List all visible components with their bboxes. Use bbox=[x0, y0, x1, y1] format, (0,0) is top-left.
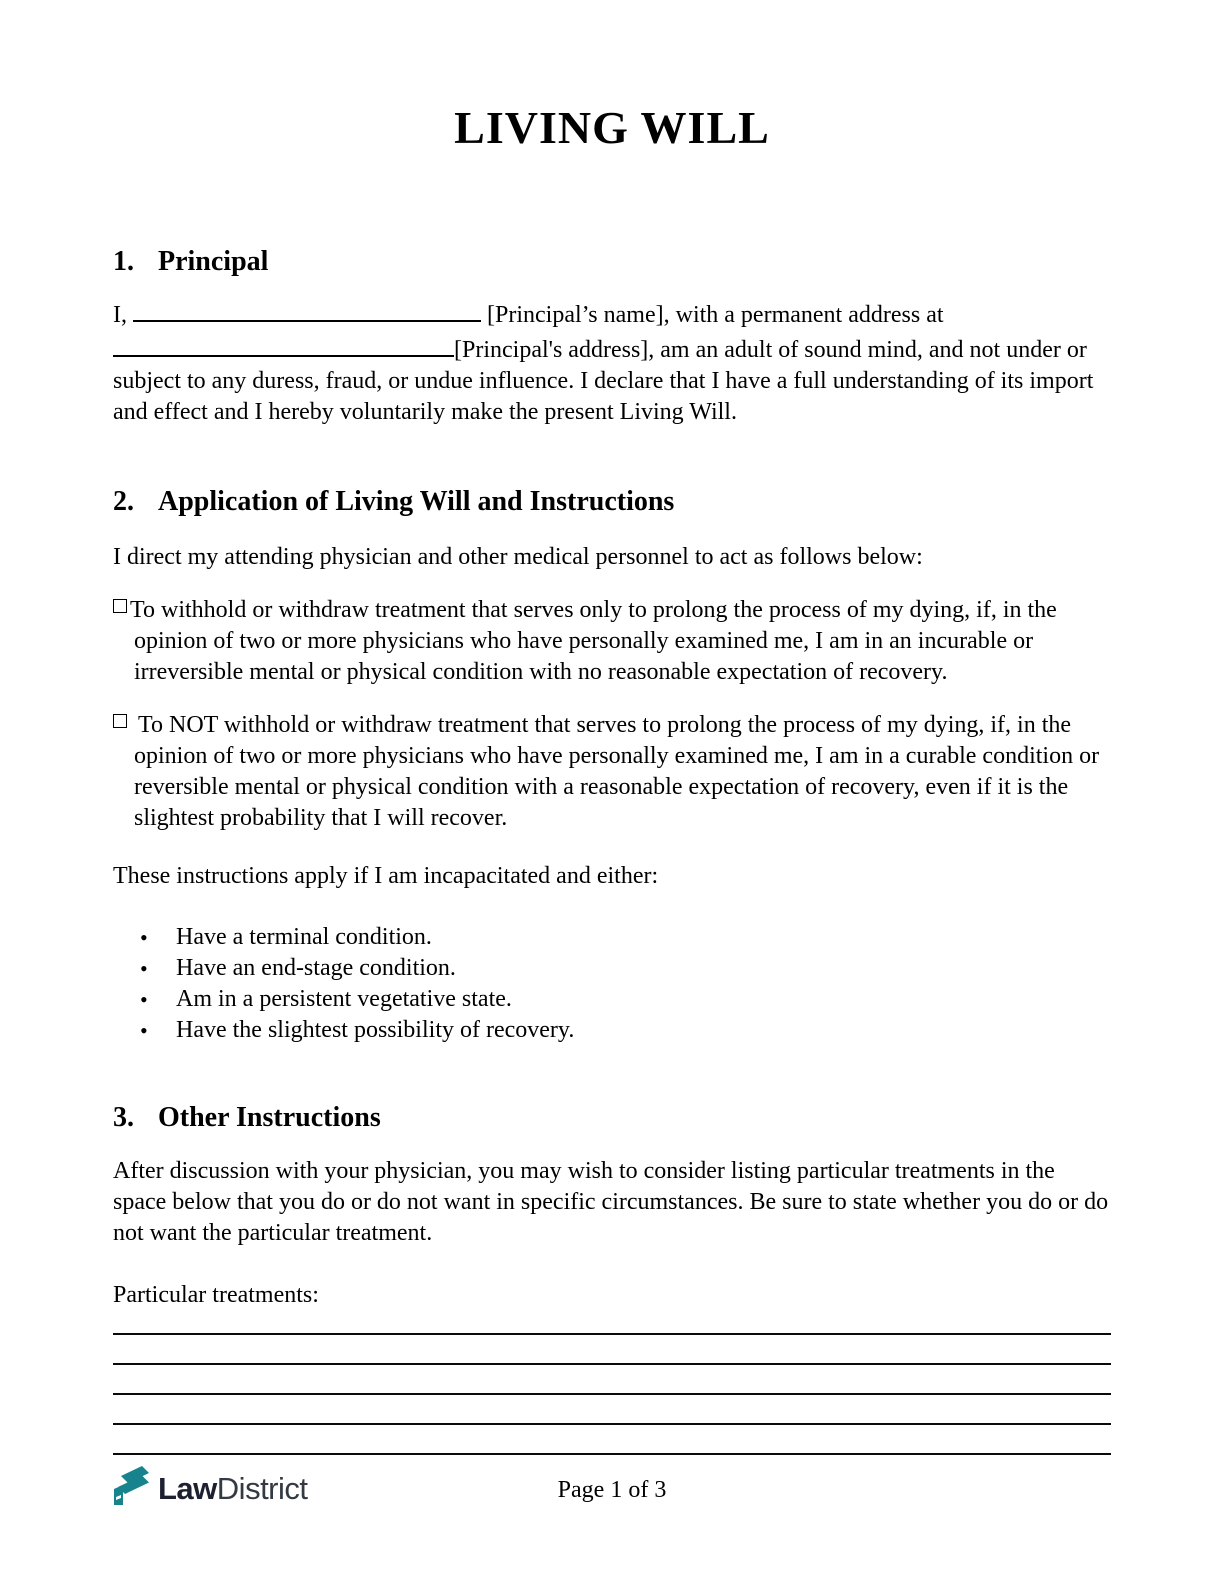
blank-write-line[interactable] bbox=[113, 1393, 1111, 1395]
treatment-option-1 bbox=[113, 595, 1111, 688]
option1-checkbox[interactable] bbox=[113, 599, 127, 613]
option2-checkbox[interactable] bbox=[113, 714, 127, 728]
section-1-heading-text: Principal bbox=[158, 246, 269, 277]
conditions-list bbox=[113, 922, 1111, 1046]
conditions-intro: These instructions apply if I am incapacitated and either: bbox=[113, 863, 659, 889]
section-3-number: 3. bbox=[113, 1102, 134, 1133]
treatment-option-2 bbox=[113, 710, 1111, 834]
brand-law-text: Law bbox=[158, 1470, 217, 1506]
section-1-heading bbox=[113, 244, 1111, 280]
condition-text: Have an end-stage condition. bbox=[176, 955, 456, 981]
list-item bbox=[113, 953, 1111, 984]
blank-write-line[interactable] bbox=[113, 1453, 1111, 1455]
principal-intro-prefix: I, bbox=[113, 302, 127, 328]
condition-text: Am in a persistent vegetative state. bbox=[176, 986, 512, 1012]
list-item bbox=[113, 984, 1111, 1015]
section-1-number: 1. bbox=[113, 246, 134, 277]
bullet-icon: • bbox=[140, 956, 148, 981]
principal-address-label: [Principal's address], am an adult of sound mind, and not under or subject to any duress, fraud, or undue influence. I declare that I have a full understanding of its import and effect and I hereby voluntarily make the present Living Will. bbox=[113, 337, 1094, 425]
particular-treatments-label: Particular treatments: bbox=[113, 1282, 319, 1308]
brand-district-text: District bbox=[216, 1470, 308, 1506]
page-number: Page 1 of 3 bbox=[557, 1477, 667, 1503]
option1-text: To withhold or withdraw treatment that serves only to prolong the process of my dying, if, in the opinion of two or more physicians who have personally examined me, I am in an incurable or irreversible mental or physical condition with no reasonable expectation of recovery. bbox=[130, 597, 1057, 685]
section-3-heading bbox=[113, 1100, 1111, 1136]
section-2-heading bbox=[113, 484, 1111, 520]
section-2-intro: I direct my attending physician and other medical personnel to act as follows below: bbox=[113, 544, 923, 570]
principal-name-field[interactable] bbox=[133, 296, 481, 322]
document-title: LIVING WILL bbox=[454, 102, 770, 153]
section-3-body: After discussion with your physician, you may wish to consider listing particular treatments in the space below that you do or do not want in specific circumstances. Be sure to state whether you do or do not want the particular treatment. bbox=[113, 1158, 1109, 1246]
bullet-icon: • bbox=[140, 1018, 148, 1043]
blank-write-line[interactable] bbox=[113, 1333, 1111, 1335]
principal-address-field[interactable] bbox=[113, 331, 454, 357]
principal-name-label: [Principal’s name], with a permanent address at bbox=[487, 302, 944, 328]
principal-paragraph bbox=[113, 296, 1111, 428]
option2-text: To NOT withhold or withdraw treatment that serves to prolong the process of my dying, if, in the opinion of two or more physicians who have personally examined me, I am in a curable condition or reversible mental or physical condition with a reasonable expectation of recovery, even if it is the slightest probability that I will recover. bbox=[134, 712, 1100, 831]
section-3-heading-text: Other Instructions bbox=[158, 1102, 381, 1133]
section-2-heading-text: Application of Living Will and Instructions bbox=[158, 486, 675, 517]
list-item bbox=[113, 922, 1111, 953]
bullet-icon: • bbox=[140, 925, 148, 950]
condition-text: Have a terminal condition. bbox=[176, 924, 432, 950]
blank-write-line[interactable] bbox=[113, 1363, 1111, 1365]
list-item bbox=[113, 1015, 1111, 1046]
condition-text: Have the slightest possibility of recovery. bbox=[176, 1017, 575, 1043]
section-2-number: 2. bbox=[113, 486, 134, 517]
bullet-icon: • bbox=[140, 987, 148, 1012]
blank-write-line[interactable] bbox=[113, 1423, 1111, 1425]
particular-treatments-write-area bbox=[113, 1333, 1111, 1455]
